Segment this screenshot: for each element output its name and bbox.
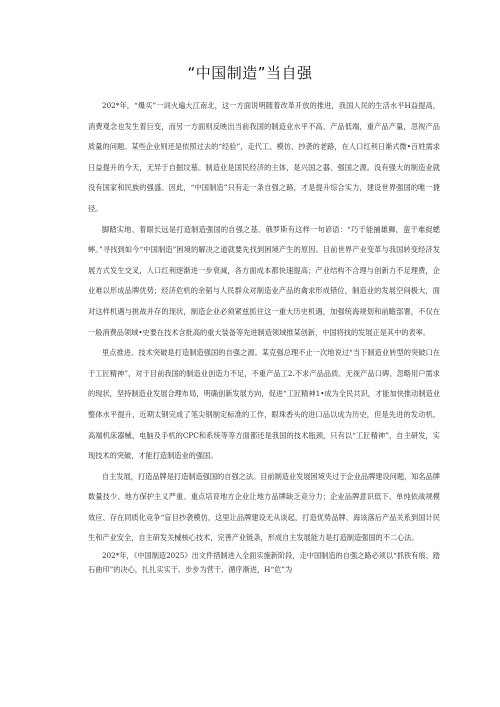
paragraph: 里点推进、技术突破是打造制造强国的自强之源。某克强总理不止一次地说过“当下制造业转型的突破口在于工匠精神”，对于目前我国的制造业创造力不足，不重产品工2.不求产品品质、无视产品口碑、忽略用户需求的现状，坚持制造业发展合理布局，明确创新发展方向，促进“工匠精神1•成为全民共识，才能加快推动制造业整体水平提升，近期太钢完成了笔尖钢制定标准的工作，眼珠香头的进口品以成为历史，但是先进的发动机、高端机床器械、电脑及手机的CPC和系统等等方面都还是我国的技术瓶颈，只有以“工匠精神”，自主研发，实现技术的突破，才能打造制造业的强国。 [88, 348, 440, 461]
paragraph: 自主发展，打造品牌是打造制造强国的自强之法。目前制造业发展困境夹过于企业品牌建设问题，知名品牌数量技少、地方保护主义严重、重点培育地方企业让地方品牌缺乏竞分力；企业品牌意识低下、单纯依战规模效应、存在同质化竞争“盲目抄袭模仿，这里让品牌建设无从谈起，打造优势品牌、海该落后产品关系到国计民生和产业安全，自主研发关械核心技术，完善产业链条，形成自主发展能力是打造制造强国的不二心法。 [88, 471, 440, 543]
paragraph: 脚踏实地、着眼长远是打造制造强国的自强之基。俄罗斯有这样一句谚语：“巧干能捕雄狮，蛮干难捉蟋蟀。”寻找到如今“中国制造”困境的解决之道就要先找到困境产生的原因。目前世界产业变革与我国转变经济发展方式发生交叉，人口红利逐渐进一步衰减，各方面成本都快速提高；产业结构不合理与创新力不足理费，企业难以形成品牌优势；经济危机的余韬与人民群众对制造业产品的禽求形成错位，制造业的发展空间极大，面对这样机遇与挑战并存的现状，制造企业必须紧兹抓住这一重大历史机遇，加强统海规划和前瞻部署，不仅在一般消费品领域•史要在技术含批高的重大装备等先进制造领域推某创新，中国将找的发展正是其中的表率。 [88, 224, 440, 337]
paragraph: 202*年，“爆买”一词火遍大江南北，这一方面说明随着改革开放的推进，我国人民的生活水平H益提高，消费观念也发生着巨变，而另一方面则反映出当前我国的制造业水平不高、产品低端，重产品产量，忽视产品质量的问题。某些企业则还是依照过去的“经验”，走代工、模仿、抄袭的老路，在人口红利日渐式微•百姓需求日益提升的今天，无异于自掘坟墓。制造业是国民经济的主体，是兴国之器、强国之源。没有强大的制造业就没有国家和民族的强盛。因此，“中国制造”只有走一条自强之路，才是提升综合实力，建设世界强国的唯一捷径。 [88, 101, 440, 213]
document-body [88, 96, 440, 577]
document-title: “中国制造”当自强 [187, 64, 313, 82]
paragraph: 202*年，《中国制造2025》出文件措制进入全面实施新阶段，走中国制造的自强之路必须以“抓铁有痕、踏石曲印”的决心，扎扎实实干、步步为营干、循序渐进，H“危”为 [88, 551, 440, 575]
